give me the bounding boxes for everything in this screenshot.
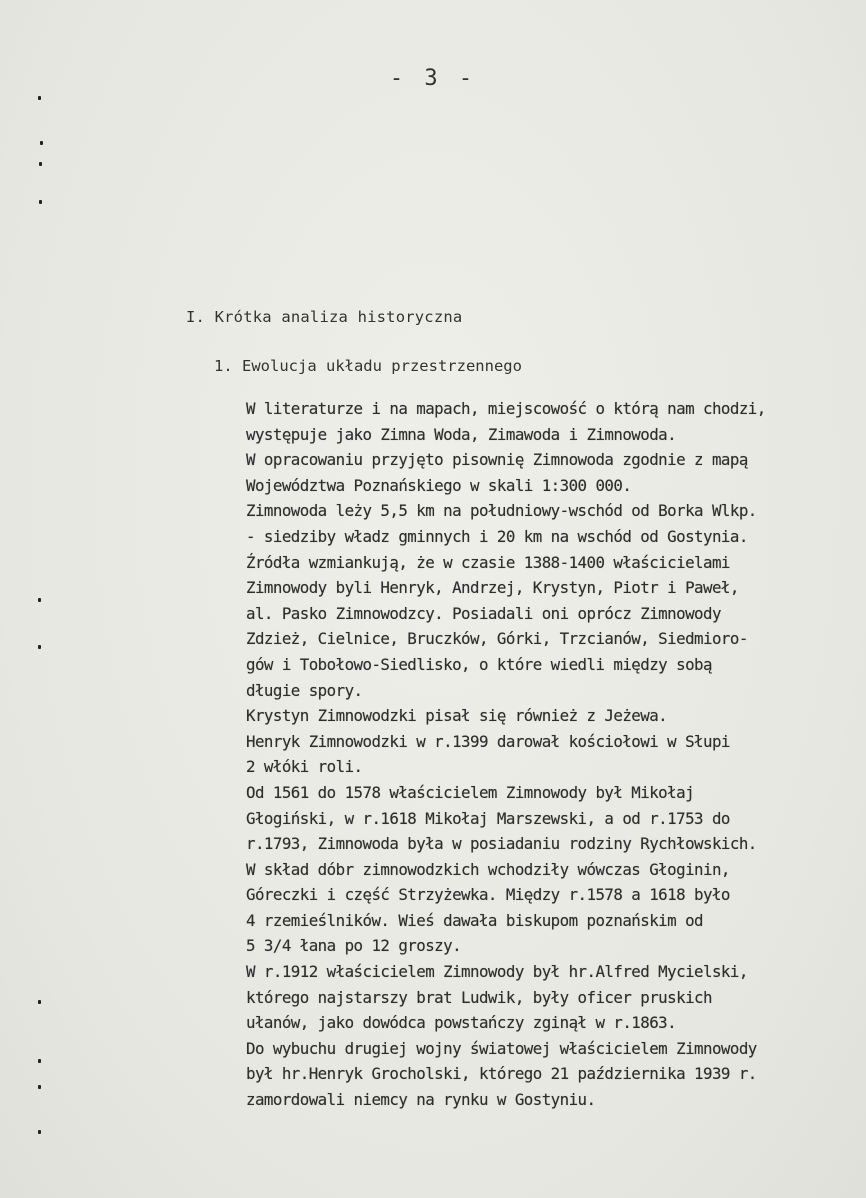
margin-mark [38, 1059, 41, 1063]
page-number: - 3 - [389, 66, 477, 91]
text-line: 4 rzemieślników. Wieś dawała biskupom poznańskim od [246, 910, 703, 930]
text-line: Góreczki i część Strzyżewka. Między r.1578 a 1618 było [246, 885, 730, 905]
margin-mark [38, 645, 41, 649]
text-line: gów i Tobołowo-Siedlisko, o które wiedli między sobą [246, 654, 712, 674]
text-line: 5 3/4 łana po 12 groszy. [246, 936, 462, 956]
text-line: W skład dóbr zimnowodzkich wchodziły wówczas Głoginin, [246, 859, 730, 879]
text-line: ułanów, jako dowódca powstańczy zginął w r.1863. [246, 1013, 677, 1033]
section-title: I. Krótka analiza historyczna [186, 308, 463, 326]
subsection-title: 1. Ewolucja układu przestrzennego [214, 357, 522, 375]
text-line: Zdzież, Cielnice, Bruczków, Górki, Trzcianów, Siedmioro- [246, 629, 748, 649]
text-line: występuje jako Zimna Woda, Zimawoda i Zimnowoda. [246, 424, 677, 444]
text-line: al. Pasko Zimnowodzcy. Posiadali oni oprócz Zimnowody [246, 603, 721, 623]
margin-mark [39, 200, 42, 204]
margin-mark [38, 1085, 41, 1089]
text-line: Zimnowoda leży 5,5 km na południowy-wschód od Borka Wlkp. [246, 501, 757, 521]
text-line: W literaturze i na mapach, miejscowość o którą nam chodzi, [246, 399, 766, 418]
margin-mark [38, 1000, 41, 1004]
text-line: W opracowaniu przyjęto pisownię Zimnowoda zgodnie z mapą [246, 450, 748, 470]
margin-mark [39, 162, 42, 166]
text-line: - siedziby władz gminnych i 20 km na wschód od Gostynia. [246, 526, 748, 546]
text-line: Krystyn Zimnowodzki pisał się również z Jeżewa. [246, 706, 668, 726]
text-line: r.1793, Zimnowoda była w posiadaniu rodziny Rychłowskich. [246, 834, 757, 854]
text-line: 2 włóki roli. [246, 757, 363, 777]
text-line: W r.1912 właścicielem Zimnowody był hr.Alfred Mycielski, [246, 962, 748, 982]
text-line: Zimnowody byli Henryk, Andrzej, Krystyn, Piotr i Paweł, [246, 578, 739, 598]
text-line: Do wybuchu drugiej wojny światowej właścicielem Zimnowody [246, 1038, 757, 1058]
margin-mark [38, 1130, 41, 1134]
margin-mark [40, 141, 43, 145]
text-line: Henryk Zimnowodzki w r.1399 darował kościołowi w Słupi [246, 731, 730, 751]
text-line: Od 1561 do 1578 właścicielem Zimnowody był Mikołaj [246, 782, 695, 802]
text-line: długie spory. [246, 680, 363, 700]
text-line: Źródła wzmiankują, że w czasie 1388-1400 właścicielami [246, 552, 730, 572]
body-text [246, 396, 866, 1113]
margin-mark [38, 96, 41, 100]
text-line: zamordowali niemcy na rynku w Gostyniu. [246, 1090, 596, 1110]
text-line: Głogiński, w r.1618 Mikołaj Marszewski, a od r.1753 do [246, 808, 730, 828]
text-line: był hr.Henryk Grocholski, którego 21 października 1939 r. [246, 1064, 757, 1084]
text-line: którego najstarszy brat Ludwik, były oficer pruskich [246, 987, 712, 1007]
margin-mark [38, 598, 41, 602]
text-line: Województwa Poznańskiego w skali 1:300 000. [246, 475, 632, 495]
